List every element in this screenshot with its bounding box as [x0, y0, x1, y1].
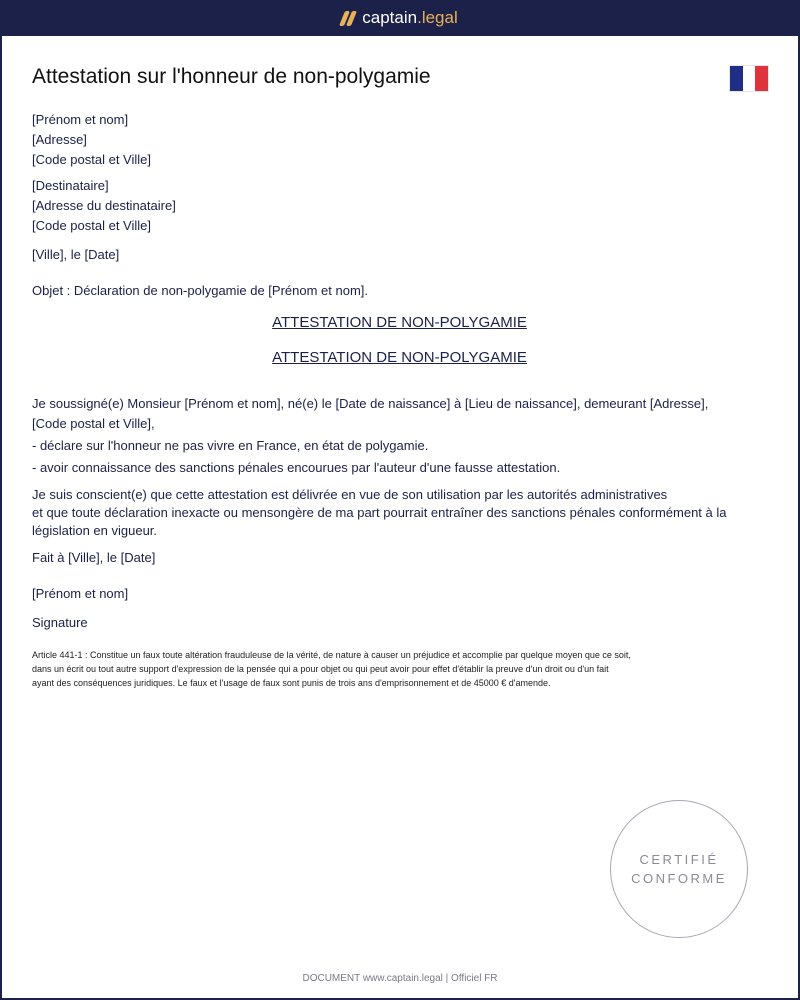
awareness-line-3: législation en vigueur. — [32, 523, 158, 538]
brand-name-main: captain — [362, 8, 418, 27]
sender-city: [Code postal et Ville] — [32, 152, 151, 167]
top-bar — [0, 0, 800, 36]
signature-label: Signature — [32, 615, 88, 630]
intro-line-1: Je soussigné(e) Monsieur [Prénom et nom], né(e) le [Date de naissance] à [Lieu de naissance], demeurant [Adresse], — [32, 396, 709, 411]
declaration-item-2: - avoir connaissance des sanctions pénales encourues par l'auteur d'une fausse attestation. — [32, 460, 561, 475]
brand-name-tld: .legal — [417, 8, 458, 27]
intro-line-2: [Code postal et Ville], — [32, 416, 155, 431]
legal-note-line-2: dans un écrit ou tout autre support d'expression de la pensée qui a pour objet ou qui peut avoir pour effet d'établir la preuve d'un droit ou d'un fait — [32, 664, 609, 674]
attestation-heading-1: ATTESTATION DE NON-POLYGAMIE — [272, 314, 527, 331]
recipient-block — [32, 176, 767, 236]
footer-text: DOCUMENT www.captain.legal | Officiel FR — [302, 973, 498, 984]
sender-address: [Adresse] — [32, 132, 87, 147]
declaration-item-1: - déclare sur l'honneur ne pas vivre en France, en état de polygamie. — [32, 438, 429, 453]
sender-name: [Prénom et nom] — [32, 112, 129, 127]
legal-note-line-1: Article 441-1 : Constitue un faux toute altération frauduleuse de la vérité, de nature à causer un préjudice et accomplie par quelque moyen que ce soit, — [32, 650, 631, 660]
attestation-heading-2: ATTESTATION DE NON-POLYGAMIE — [272, 349, 527, 366]
signer-name: [Prénom et nom] — [32, 586, 129, 601]
document-content — [32, 62, 767, 690]
legal-note — [32, 648, 767, 690]
recipient-city: [Code postal et Ville] — [32, 218, 151, 233]
sender-block — [32, 110, 767, 170]
recipient-address: [Adresse du destinataire] — [32, 198, 176, 213]
legal-note-line-3: ayant des conséquences juridiques. Le faux et l'usage de faux sont punis de trois ans d'emprisonnement et de 45000 € d'amende. — [32, 678, 551, 688]
awareness-line-1: Je suis conscient(e) que cette attestation est délivrée en vue de son utilisation par les autorités administratives — [32, 487, 668, 502]
recipient-name: [Destinataire] — [32, 178, 109, 193]
intro-paragraph — [32, 394, 767, 434]
captain-logo-icon — [342, 11, 354, 26]
brand-name — [362, 8, 457, 28]
stamp-line-1: CERTIFIÉ — [639, 852, 719, 867]
object-line: Objet : Déclaration de non-polygamie de [Prénom et nom]. — [32, 283, 369, 298]
awareness-line-2: et que toute déclaration inexacte ou mensongère de ma part pourrait entraîner des sanctions pénales conformément à la — [32, 505, 727, 520]
document-title: Attestation sur l'honneur de non-polygamie — [32, 65, 431, 88]
awareness-paragraph — [32, 486, 767, 540]
stamp-line-2: CONFORME — [631, 871, 727, 886]
done-at-line: Fait à [Ville], le [Date] — [32, 550, 156, 565]
brand-logo[interactable] — [342, 8, 457, 28]
document-sheet — [2, 36, 798, 998]
place-date: [Ville], le [Date] — [32, 247, 120, 262]
certified-stamp — [610, 800, 748, 938]
